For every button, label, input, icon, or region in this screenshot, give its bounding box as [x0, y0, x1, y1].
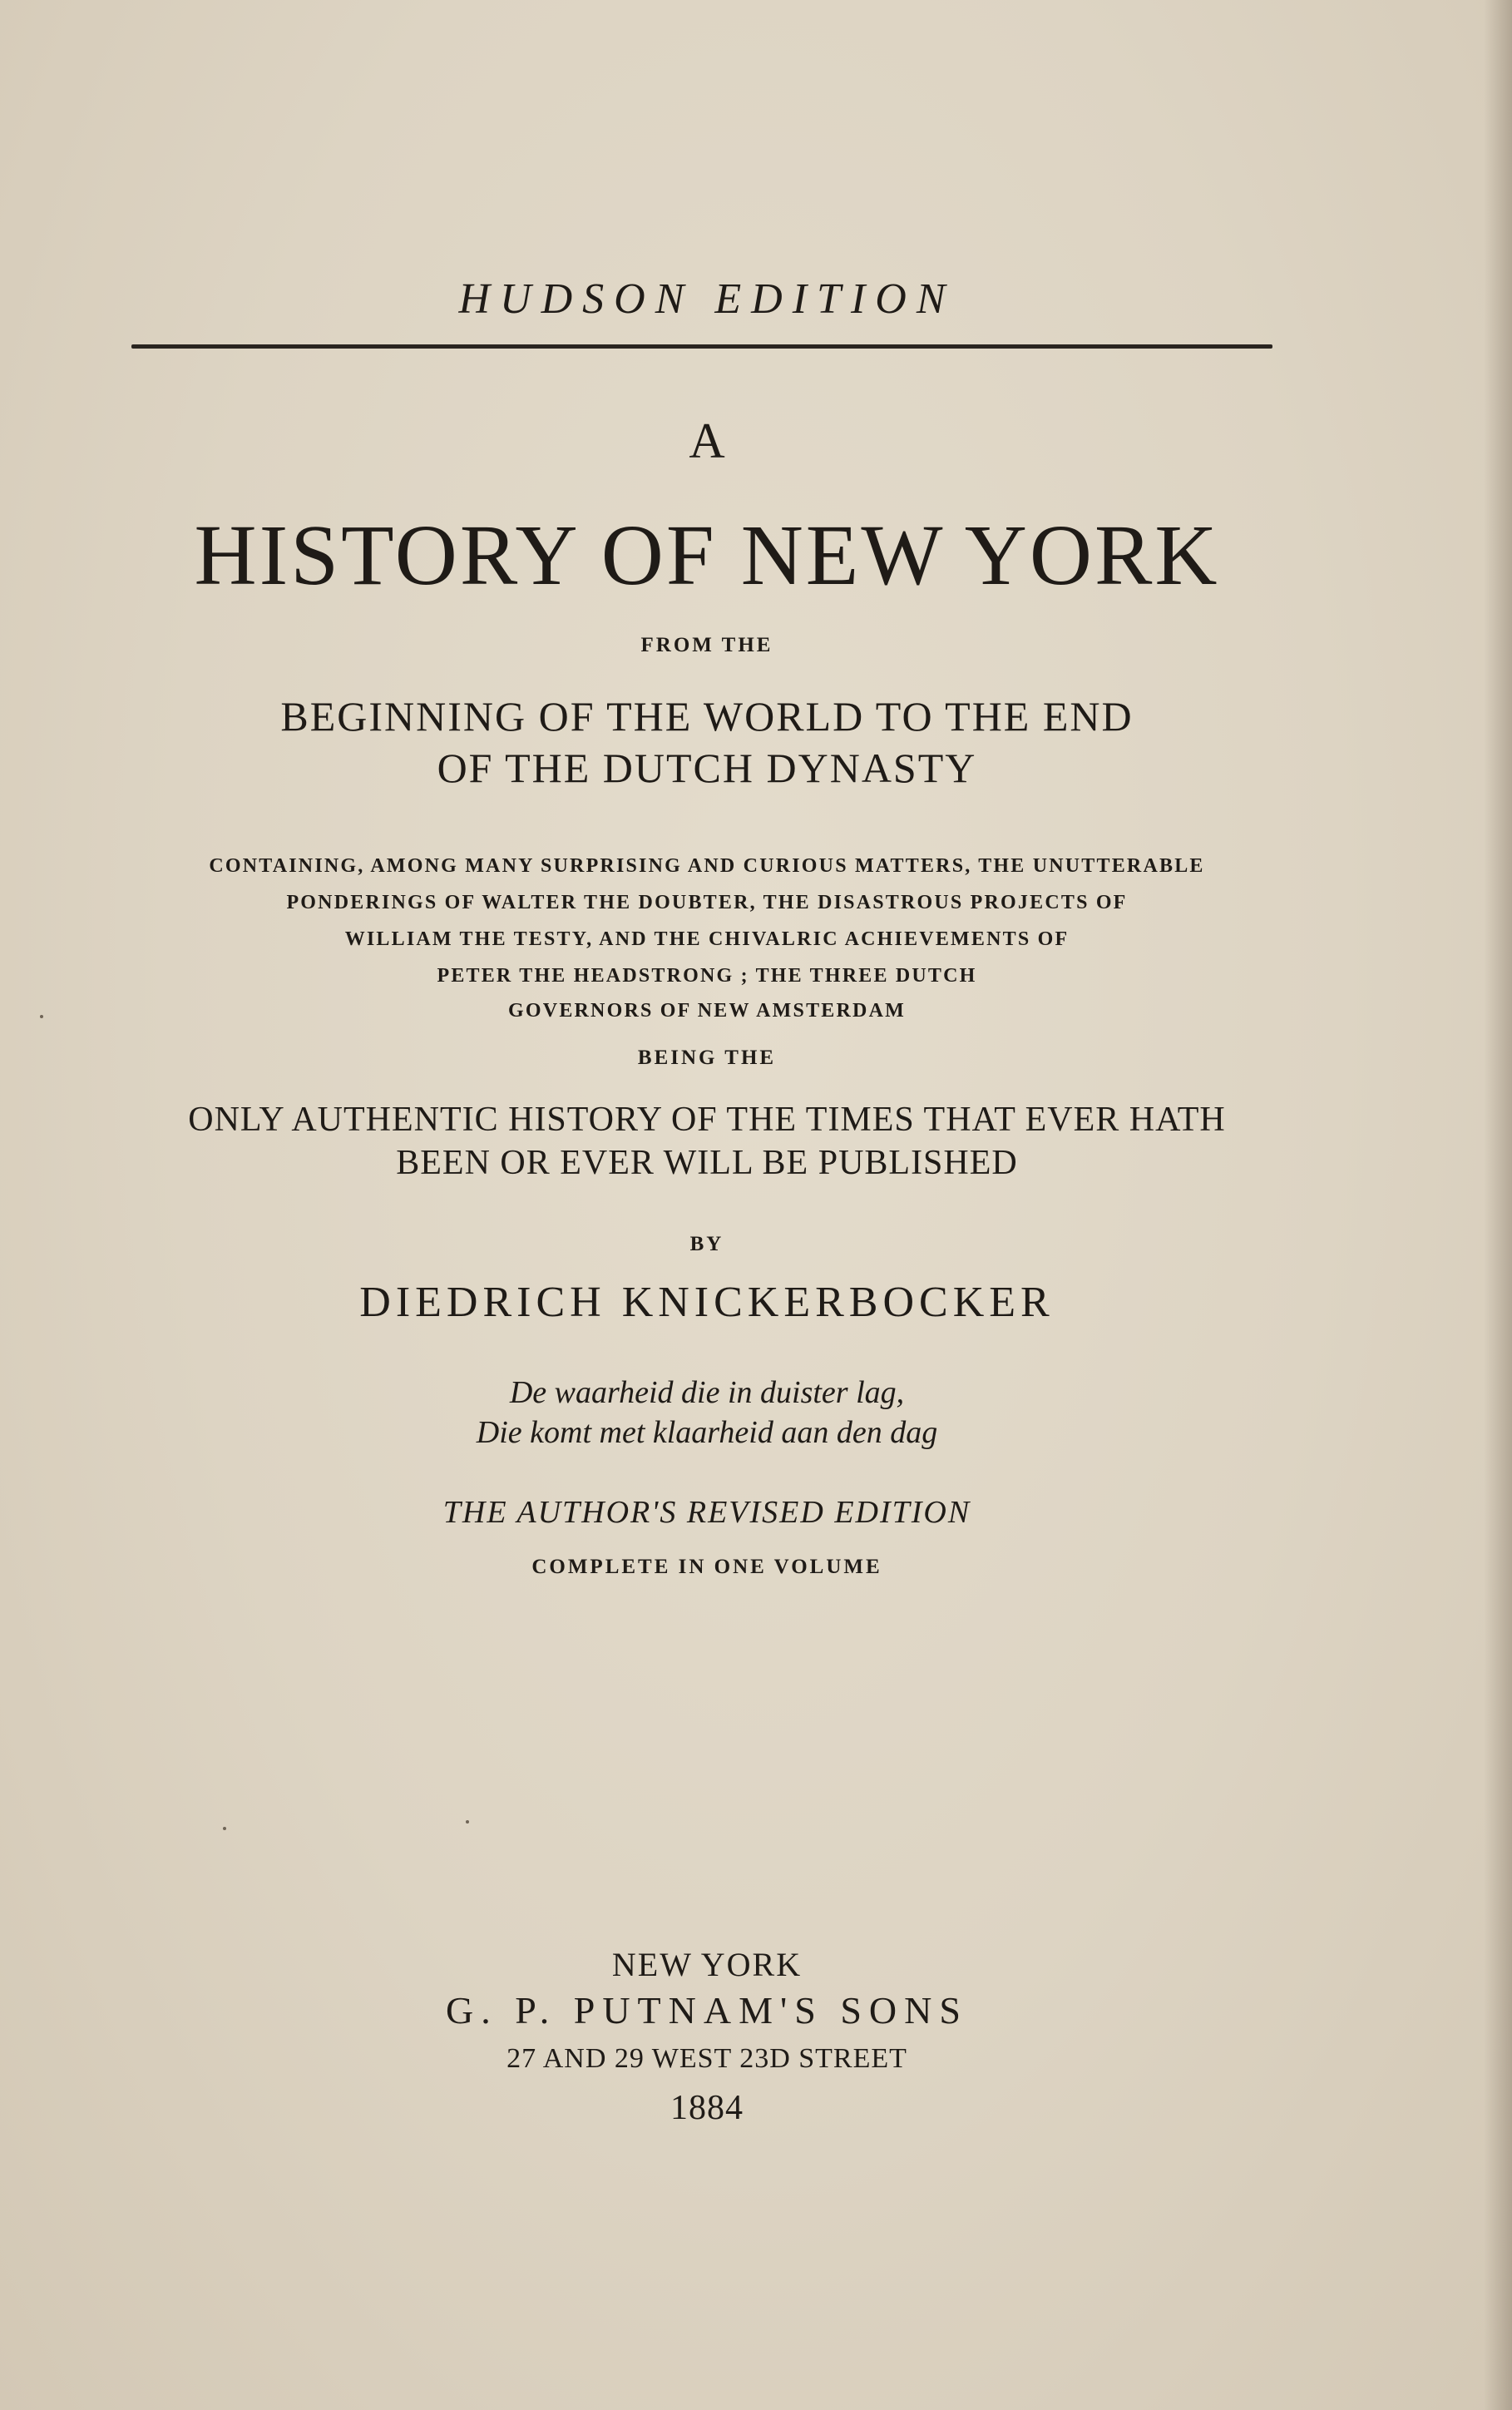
imprint-year: 1884: [670, 2089, 744, 2127]
header-rule: [131, 344, 1272, 349]
edition-header: HUDSON EDITION: [458, 275, 956, 323]
subtitle-line: BEGINNING OF THE WORLD TO THE END: [280, 693, 1134, 740]
authentic-history-line: BEEN OR EVER WILL BE PUBLISHED: [396, 1144, 1018, 1182]
title-article: A: [689, 413, 725, 468]
author-name: DIEDRICH KNICKERBOCKER: [359, 1279, 1055, 1326]
imprint-publisher: G. P. PUTNAM'S SONS: [446, 1989, 968, 2031]
containing-line: PETER THE HEADSTRONG ; THE THREE DUTCH: [437, 965, 977, 987]
by-label: BY: [689, 1233, 724, 1255]
complete-volume-label: COMPLETE IN ONE VOLUME: [531, 1556, 882, 1578]
authentic-history-line: ONLY AUTHENTIC HISTORY OF THE TIMES THAT EVER HATH: [188, 1101, 1226, 1139]
containing-line: WILLIAM THE TESTY, AND THE CHIVALRIC ACHIEVEMENTS OF: [344, 928, 1070, 950]
paper-speck: [466, 1820, 469, 1824]
subtitle-line: OF THE DUTCH DYNASTY: [437, 745, 977, 791]
motto-line: De waarheid die in duister lag,: [509, 1375, 905, 1410]
book-title: HISTORY OF NEW YORK: [194, 507, 1220, 603]
containing-line: GOVERNORS OF NEW AMSTERDAM: [508, 1000, 906, 1022]
revised-edition-label: THE AUTHOR'S REVISED EDITION: [442, 1495, 971, 1530]
paper-speck: [40, 1015, 43, 1018]
containing-line: CONTAINING, AMONG MANY SURPRISING AND CURIOUS MATTERS, THE UNUTTERABLE: [209, 855, 1205, 877]
motto-line: Die komt met klaarheid aan den dag: [476, 1415, 938, 1450]
from-the-label: FROM THE: [640, 634, 773, 656]
containing-line: PONDERINGS OF WALTER THE DOUBTER, THE DISASTROUS PROJECTS OF: [286, 892, 1128, 913]
imprint-city: NEW YORK: [611, 1946, 803, 1983]
being-the-label: BEING THE: [637, 1047, 777, 1069]
imprint-address: 27 AND 29 WEST 23D STREET: [506, 2043, 907, 2074]
page-edge-shadow: [1484, 0, 1512, 2410]
paper-speck: [223, 1827, 226, 1830]
